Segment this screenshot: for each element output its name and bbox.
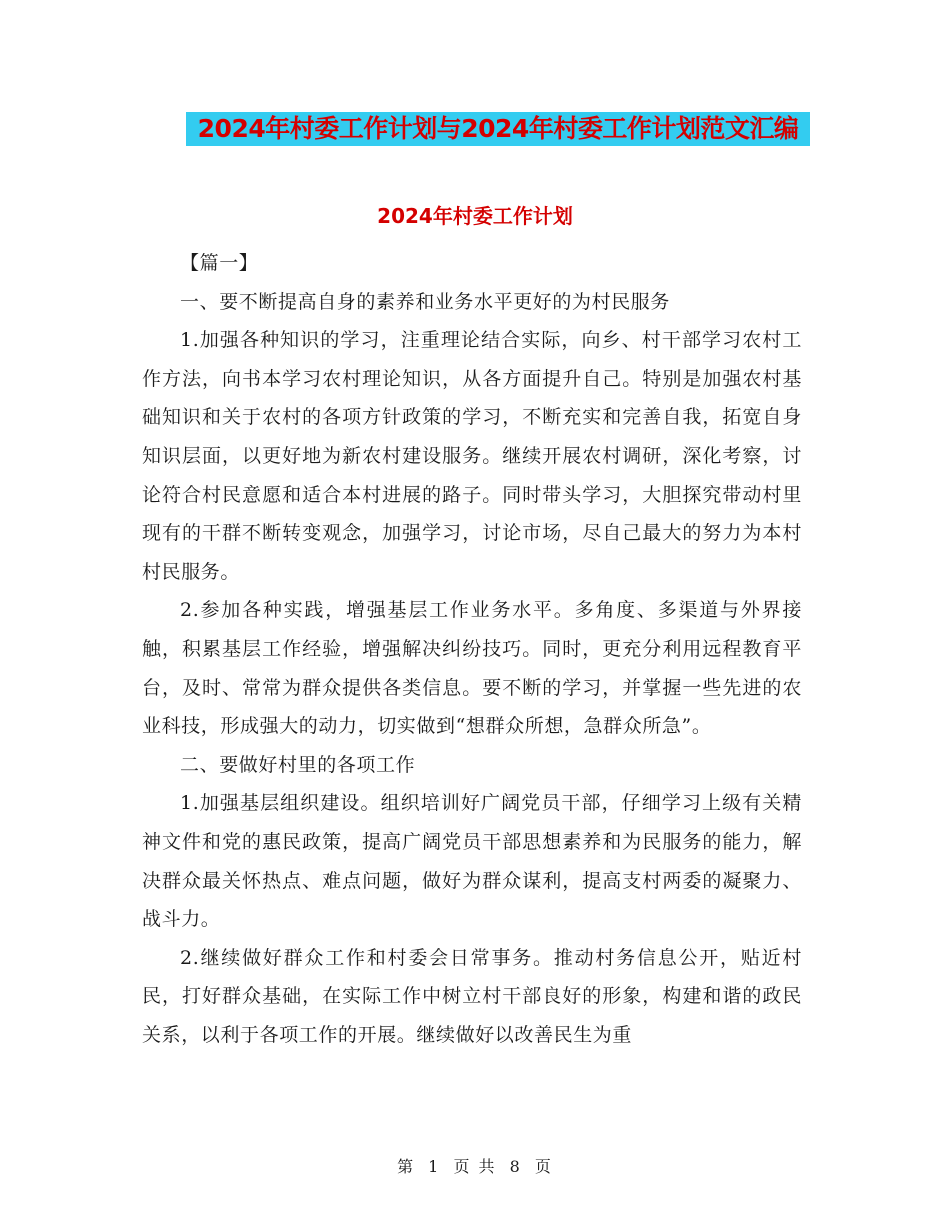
footer-total-pages: 8	[509, 1157, 522, 1176]
document-body	[142, 244, 802, 1054]
section-title: 2024年村委工作计划	[377, 204, 573, 228]
paragraph: 1.加强基层组织建设。组织培训好广阔党员干部，仔细学习上级有关精神文件和党的惠民政策，提高广阔党员干部思想素养和为民服务的能力，解决群众最关怀热点、难点问题，做好为群众谋利，提高支村两委的凝聚力、战斗力。	[142, 792, 802, 931]
footer-prefix: 第	[397, 1157, 416, 1176]
paragraph: 2.参加各种实践，增强基层工作业务水平。多角度、多渠道与外界接触，积累基层工作经验，增强解决纠纷技巧。同时，更充分利用远程教育平台，及时、常常为群众提供各类信息。要不断的学习，并掌握一些先进的农业科技，形成强大的动力，切实做到“想群众所想，急群众所急”。	[142, 599, 802, 738]
main-title: 2024年村委工作计划与2024年村委工作计划范文汇编	[186, 112, 810, 146]
footer-page-number: 1	[428, 1157, 441, 1176]
paragraph-heading-2: 二、要做好村里的各项工作	[180, 753, 416, 776]
page-footer	[0, 1154, 950, 1177]
footer-middle: 页 共	[453, 1157, 497, 1176]
paragraph-part-label: 【篇一】	[180, 252, 259, 274]
paragraph: 1.加强各种知识的学习，注重理论结合实际，向乡、村干部学习农村工作方法，向书本学习农村理论知识，从各方面提升自己。特别是加强农村基础知识和关于农村的各项方针政策的学习，不断充实和完善自我，拓宽自身知识层面，以更好地为新农村建设服务。继续开展农村调研，深化考察，讨论符合村民意愿和适合本村进展的路子。同时带头学习，大胆探究带动村里现有的干群不断转变观念，加强学习，讨论市场，尽自己最大的努力为本村村民服务。	[142, 329, 802, 583]
paragraph: 2.继续做好群众工作和村委会日常事务。推动村务信息公开，贴近村民，打好群众基础，在实际工作中树立村干部良好的形象，构建和谐的政民关系，以利于各项工作的开展。继续做好以改善民生为重	[142, 946, 802, 1046]
footer-suffix: 页	[534, 1157, 553, 1176]
paragraph-heading-1: 一、要不断提高自身的素养和业务水平更好的为村民服务	[180, 290, 671, 313]
